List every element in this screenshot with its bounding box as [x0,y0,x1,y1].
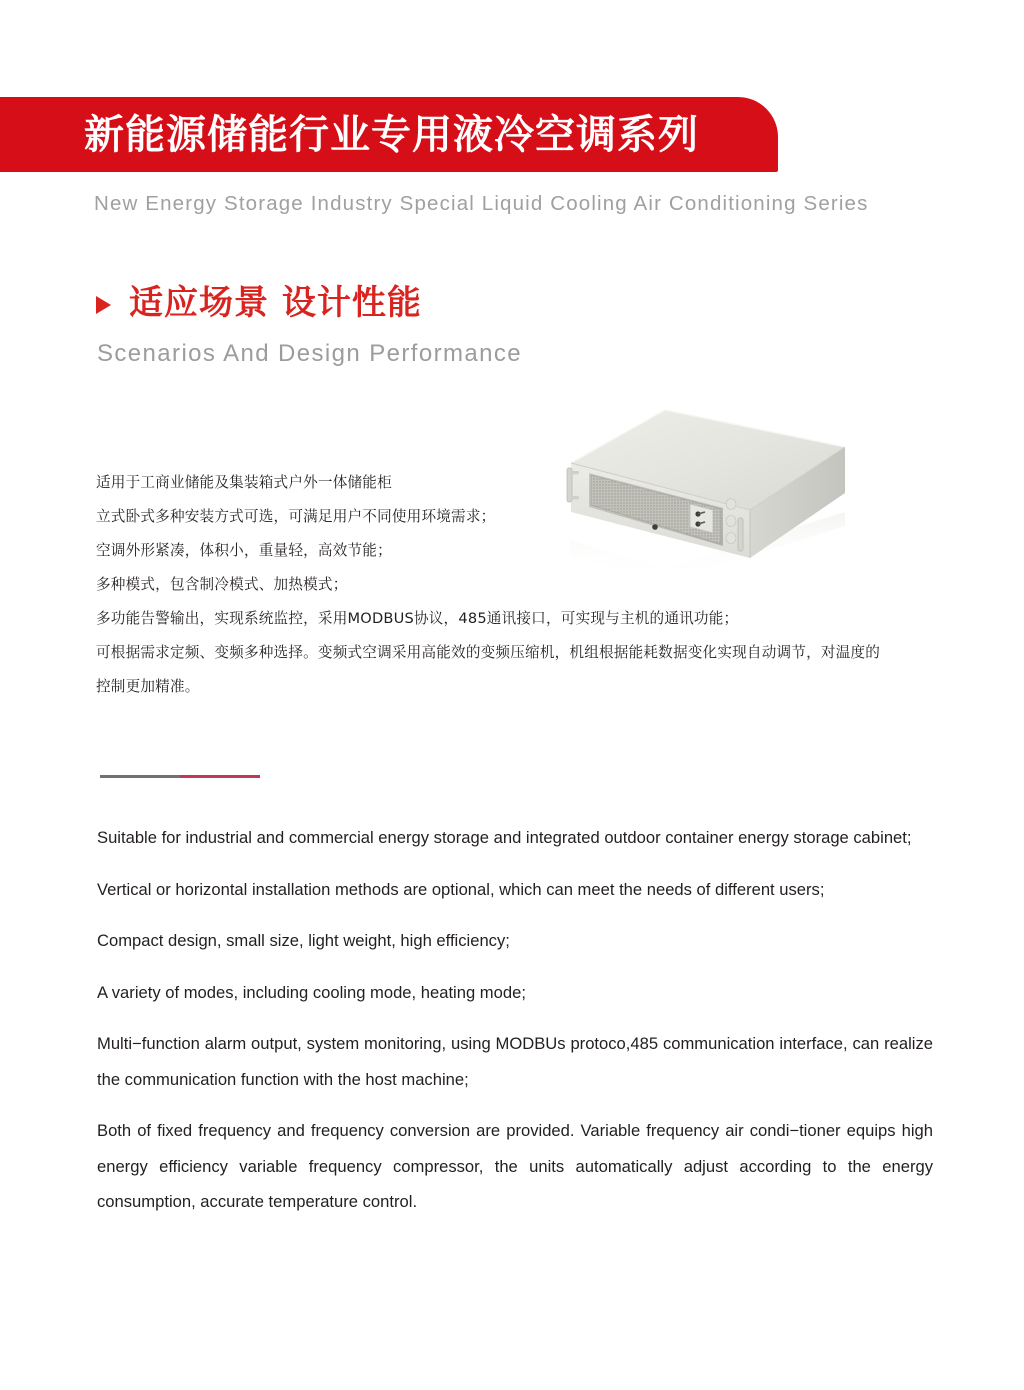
english-paragraph: Vertical or horizontal installation methods are optional, which can meet the needs of different users; [97,879,825,899]
header-banner [0,97,778,172]
english-feature-list [97,820,933,1220]
english-paragraph: A variety of modes, including cooling mode, heating mode; [97,982,526,1002]
chinese-line: 多种模式，包含制冷模式、加热模式； [96,576,348,593]
chinese-line: 空调外形紧凑，体积小，重量轻，高效节能； [96,542,392,559]
banner-subtitle: New Energy Storage Industry Special Liquid Cooling Air Conditioning Series [94,192,869,215]
divider-gray-segment [100,775,180,778]
english-paragraph: Suitable for industrial and commercial energy storage and integrated outdoor container energy storage cabinet; [97,828,912,847]
section-title: 适应场景 设计性能 [129,283,422,323]
chinese-line: 立式卧式多种安装方式可选，可满足用户不同使用环境需求； [96,508,496,525]
english-paragraph: Both of fixed frequency and frequency conversion are provided. Variable frequency air condi−tioner equips high energy efficiency variable frequency compressor, the units automatically adjust according to the energy consumption, accurate temperature control. [97,1121,933,1211]
section-divider [100,775,260,778]
chinese-line: 多功能告警输出，实现系统监控，采用MODBUS协议，485通讯接口，可实现与主机的通讯功能； [96,610,739,627]
english-paragraph: Compact design, small size, light weight, high efficiency; [97,931,510,950]
chinese-feature-list [96,466,886,704]
english-paragraph: Multi−function alarm output, system monitoring, using MODBUs protoco,485 communication interface, can realize the communication function with the host machine; [97,1034,933,1089]
banner-title: 新能源储能行业专用液冷空调系列 [84,111,699,158]
divider-red-segment [180,775,260,778]
triangle-right-icon [96,296,111,314]
section-subtitle: Scenarios And Design Performance [97,340,523,367]
section-heading [96,283,422,323]
chinese-line: 适用于工商业储能及集装箱式户外一体储能柜 [96,474,392,491]
chinese-line: 可根据需求定频、变频多种选择。变频式空调采用高能效的变频压缩机，机组根据能耗数据变化实现自动调节，对温度的控制更加精准。 [96,644,881,695]
